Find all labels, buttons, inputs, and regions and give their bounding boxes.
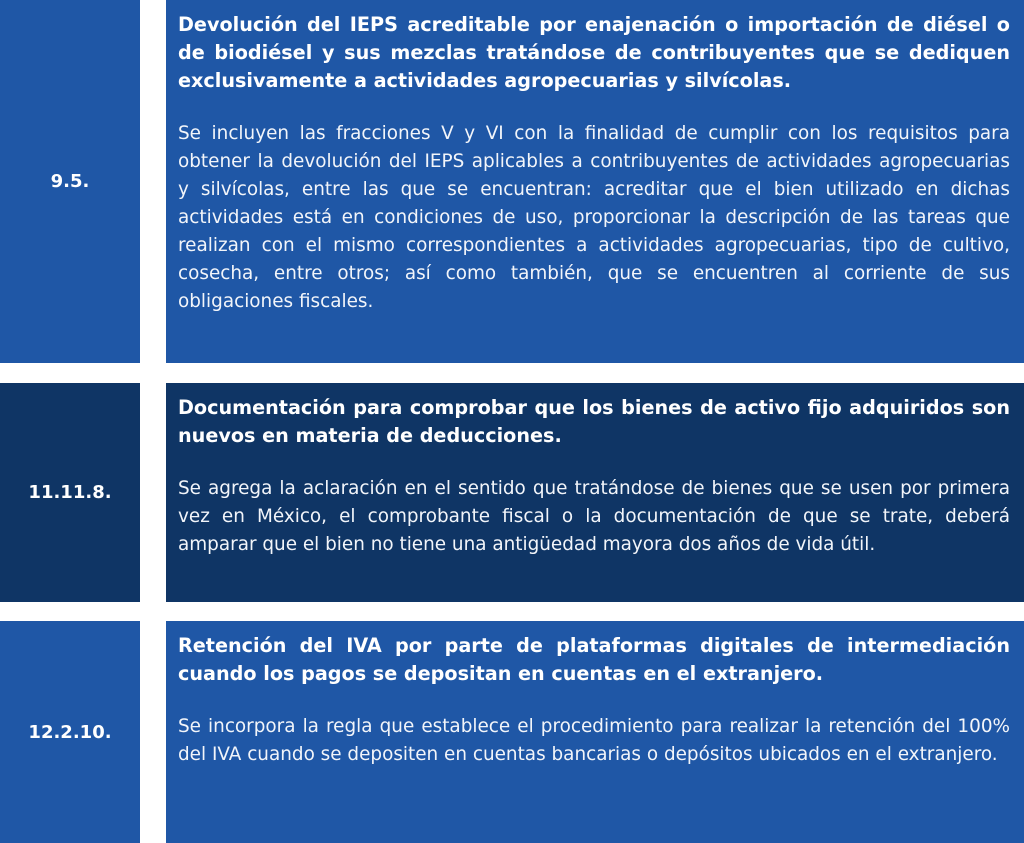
rule-description: Se incluyen las fracciones V y VI con la finalidad de cumplir con los requisitos para obtener la devolución del IEPS aplicables a contribuyentes de actividades agropecuarias y silvícolas, entre las que se encuentran: acreditar que el bien utilizado en dichas actividades está en condiciones de uso, proporcionar la descripción de las tareas que realizan con el mismo correspondientes a actividades agropecuarias, tipo de cultivo, cosecha, entre otros; así como también, que se encuentren al corriente de sus obligaciones fiscales.: [178, 123, 1010, 312]
rule-number: 9.5.: [50, 171, 90, 192]
rule-number-cell: [0, 621, 140, 843]
rule-content-cell: [166, 621, 1024, 843]
rule-title: Retención del IVA por parte de plataformas digitales de intermediación cuando los pagos se depositan en cuentas en el extranjero.: [178, 634, 1010, 685]
rule-description: Se incorpora la regla que establece el procedimiento para realizar la retención del 100% del IVA cuando se depositen en cuentas bancarias o depósitos ubicados en el extranjero.: [178, 716, 1010, 765]
rule-number: 12.2.10.: [28, 721, 112, 743]
rule-content-cell: [166, 0, 1024, 363]
rule-row-11-11-8: [0, 383, 1024, 602]
rule-number: 11.11.8.: [28, 482, 112, 503]
rule-content-cell: [166, 383, 1024, 602]
rule-title: Devolución del IEPS acreditable por enajenación o importación de diésel o de biodiésel y sus mezclas tratándose de contribuyentes que se dediquen exclusivamente a actividades agropecuarias y silvícolas.: [178, 13, 1010, 92]
rule-title: Documentación para comprobar que los bienes de activo fijo adquiridos son nuevos en materia de deducciones.: [178, 396, 1010, 447]
rule-number-cell: [0, 383, 140, 602]
rule-number-cell: [0, 0, 140, 363]
rule-row-9-5: [0, 0, 1024, 363]
rule-row-12-2-10: [0, 621, 1024, 843]
rule-description: Se agrega la aclaración en el sentido que tratándose de bienes que se usen por primera vez en México, el comprobante fiscal o la documentación de que se trate, deberá amparar que el bien no tiene una antigüedad mayora dos años de vida útil.: [178, 478, 1010, 555]
